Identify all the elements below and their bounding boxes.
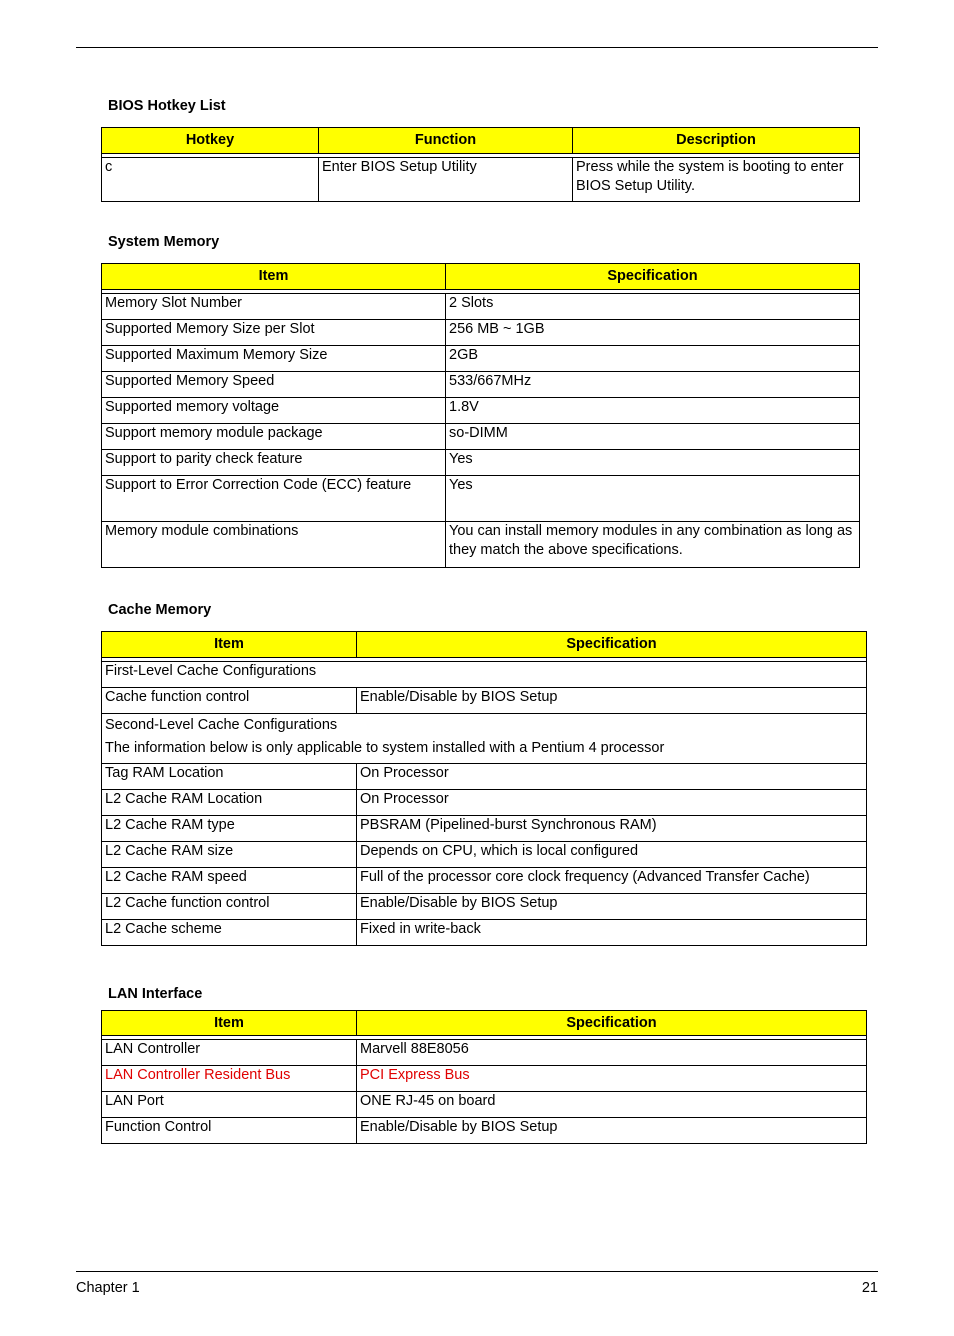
cell-item: L2 Cache RAM type	[102, 816, 357, 842]
cell-item: Support to parity check feature	[102, 450, 446, 476]
cell-spec: so-DIMM	[446, 424, 860, 450]
cell-item: Cache function control	[102, 688, 357, 714]
table-row	[102, 158, 860, 202]
table-row	[102, 868, 867, 894]
footer-page-number: 21	[861, 1280, 878, 1296]
table-row	[102, 920, 867, 946]
col-header-specification: Specification	[446, 264, 860, 290]
table-row	[102, 894, 867, 920]
table-row	[102, 688, 867, 714]
cell-description: Press while the system is booting to enter BIOS Setup Utility.	[573, 158, 860, 202]
table-row	[102, 1092, 867, 1118]
table-row	[102, 1118, 867, 1144]
table-row	[102, 398, 860, 424]
cell-function: Enter BIOS Setup Utility	[319, 158, 573, 202]
table-row	[102, 714, 867, 764]
cell-spec: Depends on CPU, which is local configured	[357, 842, 867, 868]
col-header-hotkey: Hotkey	[102, 128, 319, 154]
cell-spec: Enable/Disable by BIOS Setup	[357, 1118, 867, 1144]
cell-spec: Enable/Disable by BIOS Setup	[357, 894, 867, 920]
cache-memory-table	[101, 631, 867, 946]
table-row	[102, 662, 867, 688]
table-row	[102, 424, 860, 450]
header-rule	[76, 47, 878, 48]
cell-item: Supported Memory Speed	[102, 372, 446, 398]
table-header-row	[102, 128, 860, 154]
second-level-title: Second-Level Cache Configurations	[105, 717, 338, 733]
cell-item: Tag RAM Location	[102, 764, 357, 790]
cell-item: Support to Error Correction Code (ECC) feature	[102, 476, 446, 522]
table-header-row	[102, 632, 867, 658]
cell-hotkey: c	[102, 158, 319, 202]
col-header-function: Function	[319, 128, 573, 154]
cell-item: Memory Slot Number	[102, 294, 446, 320]
table-row	[102, 372, 860, 398]
cell-spec: Yes	[446, 476, 860, 522]
cell-item: LAN Controller	[102, 1040, 357, 1066]
table-row	[102, 790, 867, 816]
cell-item: Supported Maximum Memory Size	[102, 346, 446, 372]
col-header-item: Item	[102, 632, 357, 658]
cell-spec: PBSRAM (Pipelined-burst Synchronous RAM)	[357, 816, 867, 842]
cell-item: L2 Cache RAM Location	[102, 790, 357, 816]
cell-item: Support memory module package	[102, 424, 446, 450]
cell-spec: 533/667MHz	[446, 372, 860, 398]
table-row-highlighted	[102, 1066, 867, 1092]
table-row	[102, 842, 867, 868]
cell-spec: Marvell 88E8056	[357, 1040, 867, 1066]
cell-first-level-heading: First-Level Cache Configurations	[102, 662, 867, 688]
table-row	[102, 346, 860, 372]
cell-spec: 2 Slots	[446, 294, 860, 320]
bios-hotkey-table	[101, 127, 860, 202]
lan-interface-table	[101, 1010, 867, 1144]
bios-hotkey-title: BIOS Hotkey List	[108, 98, 226, 114]
table-row	[102, 320, 860, 346]
second-level-note: The information below is only applicable to system installed with a Pentium 4 processor	[105, 740, 665, 756]
col-header-specification: Specification	[357, 632, 867, 658]
col-header-item: Item	[102, 1011, 357, 1036]
table-row	[102, 476, 860, 522]
cell-item: LAN Controller Resident Bus	[102, 1066, 357, 1092]
cell-item: Supported memory voltage	[102, 398, 446, 424]
cell-spec: Yes	[446, 450, 860, 476]
footer-chapter: Chapter 1	[76, 1280, 140, 1296]
table-header-row	[102, 1011, 867, 1036]
cell-item: L2 Cache function control	[102, 894, 357, 920]
table-row	[102, 1040, 867, 1066]
cell-second-level-heading	[102, 714, 867, 764]
table-row	[102, 450, 860, 476]
cell-item: Supported Memory Size per Slot	[102, 320, 446, 346]
cell-spec: On Processor	[357, 764, 867, 790]
footer-rule	[76, 1271, 878, 1272]
col-header-item: Item	[102, 264, 446, 290]
cell-spec: Fixed in write-back	[357, 920, 867, 946]
cell-spec: 256 MB ~ 1GB	[446, 320, 860, 346]
table-row	[102, 764, 867, 790]
cell-spec: 1.8V	[446, 398, 860, 424]
cell-spec: Enable/Disable by BIOS Setup	[357, 688, 867, 714]
cell-spec: ONE RJ-45 on board	[357, 1092, 867, 1118]
table-header-row	[102, 264, 860, 290]
cell-spec: PCI Express Bus	[357, 1066, 867, 1092]
cell-item: LAN Port	[102, 1092, 357, 1118]
cell-item: Memory module combinations	[102, 522, 446, 568]
table-row	[102, 294, 860, 320]
system-memory-title: System Memory	[108, 234, 220, 250]
lan-interface-title: LAN Interface	[108, 986, 203, 1002]
cell-spec: On Processor	[357, 790, 867, 816]
cache-memory-title: Cache Memory	[108, 602, 212, 618]
cell-item: L2 Cache scheme	[102, 920, 357, 946]
table-row	[102, 522, 860, 568]
table-row	[102, 816, 867, 842]
system-memory-table	[101, 263, 860, 568]
cell-spec: Full of the processor core clock frequency (Advanced Transfer Cache)	[357, 868, 867, 894]
cell-item: L2 Cache RAM speed	[102, 868, 357, 894]
col-header-specification: Specification	[357, 1011, 867, 1036]
cell-spec: 2GB	[446, 346, 860, 372]
cell-item: L2 Cache RAM size	[102, 842, 357, 868]
cell-spec: You can install memory modules in any combination as long as they match the above specifications.	[446, 522, 860, 568]
col-header-description: Description	[573, 128, 860, 154]
cell-item: Function Control	[102, 1118, 357, 1144]
